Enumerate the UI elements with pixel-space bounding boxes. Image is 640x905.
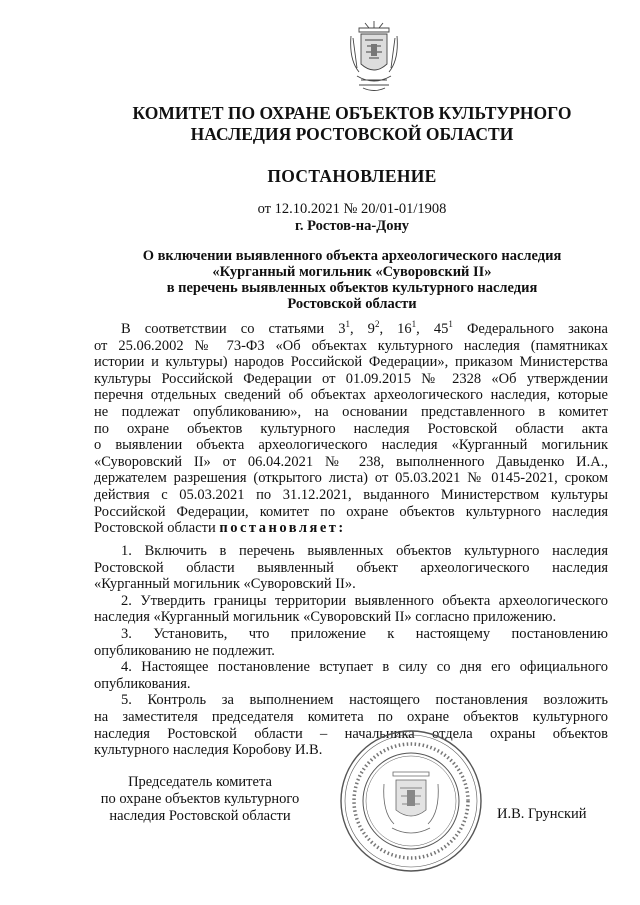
item-2-line: 2. Утвердить границы территории выявленного объекта археологического <box>121 592 608 609</box>
preamble-line: держателем разрешения (открытого листа) от 05.03.2021 № 0145-2021, сроком <box>94 470 608 487</box>
official-seal <box>338 728 484 874</box>
preamble-line: истории и культуры) народов Российской Федерации», приказом Министерства <box>94 354 608 371</box>
document-date-number: от 12.10.2021 № 20/01-01/1908 <box>257 201 447 217</box>
item-5-line: культурного наследия Коробову И.В. <box>94 742 323 759</box>
item-3-line: опубликованию не подлежит. <box>94 642 275 659</box>
item-5-line: наследия Ростовской области – начальника отдела охраны объектов <box>94 725 608 742</box>
item-5-line: на заместителя председателя комитета по охране объектов культурного <box>94 708 608 725</box>
signatory-title-line: по охране объектов культурного <box>100 791 300 807</box>
item-1-line: «Курганный могильник «Суворовский II». <box>94 576 356 593</box>
subject-line: О включении выявленного объекта археологического наследия <box>142 248 562 264</box>
subject-line: «Курганный могильник «Суворовский II» <box>212 264 492 280</box>
item-1-line: Ростовской области выявленный объект археологического наследия <box>94 559 608 576</box>
document-subject <box>64 248 640 312</box>
preamble-line: от 25.06.2002 № 73-ФЗ «Об объектах культурного наследия (памятниках <box>94 337 608 354</box>
signatory-position <box>94 774 306 825</box>
committee-name-line2: НАСЛЕДИЯ РОСТОВСКОЙ ОБЛАСТИ <box>190 124 514 144</box>
preamble-line: культуры Российской Федерации от 01.09.2015 № 2328 «Об утверждении <box>94 370 608 387</box>
preamble-line: о выявлении объекта археологического наследия «Курганный могильник <box>94 437 608 454</box>
preamble-line: Российской Федерации, комитет по охране объектов культурного наследия <box>94 503 608 520</box>
preamble-line: В соответствии со статьями $3^1$, $9^2$, $16^1$, $45^1$ Федерального закона <box>121 319 608 337</box>
item-2-line: наследия «Курганный могильник «Суворовский II» согласно приложению. <box>94 609 557 626</box>
signatory-title-line: наследия Ростовской области <box>109 808 291 824</box>
committee-name <box>0 103 640 145</box>
signatory-title-line: Председатель комитета <box>128 774 272 790</box>
item-4-line: опубликования. <box>94 675 191 692</box>
document-type: ПОСТАНОВЛЕНИЕ <box>267 166 437 186</box>
preamble-line: не подлежат опубликованию», на основании представленного в комитет <box>94 403 608 420</box>
preamble-line: перечня отдельных сведений об объектах археологического наследия, которые <box>94 387 608 404</box>
item-1-line: 1. Включить в перечень выявленных объектов культурного наследия <box>121 543 608 559</box>
preamble-paragraph <box>94 321 608 537</box>
resolves-word: постановляет: <box>219 520 346 537</box>
preamble-line: по охране объектов культурного наследия Ростовской области акта <box>94 420 608 437</box>
coat-of-arms-emblem <box>347 20 401 94</box>
subject-line: Ростовской области <box>287 296 417 312</box>
preamble-line: «Суворовский II» от 06.04.2021 № 238, выполненного Давыденко И.А., <box>94 453 608 470</box>
preamble-line: действия с 05.03.2021 по 31.12.2021, выданного Министерством культуры <box>94 486 608 503</box>
item-4-line: 4. Настоящее постановление вступает в силу со дня его официального <box>121 659 608 676</box>
preamble-line: Ростовской области постановляет: <box>94 520 346 537</box>
subject-line: в перечень выявленных объектов культурного наследия <box>166 280 538 296</box>
item-5-line: 5. Контроль за выполнением настоящего постановления возложить <box>121 692 608 709</box>
committee-name-line1: КОМИТЕТ ПО ОХРАНЕ ОБЪЕКТОВ КУЛЬТУРНОГО <box>132 103 572 123</box>
signatory-name: И.В. Грунский <box>497 806 587 822</box>
item-3-line: 3. Установить, что приложение к настоящему постановлению <box>121 625 608 642</box>
resolution-items <box>94 543 608 759</box>
document-city: г. Ростов-на-Дону <box>294 218 410 234</box>
